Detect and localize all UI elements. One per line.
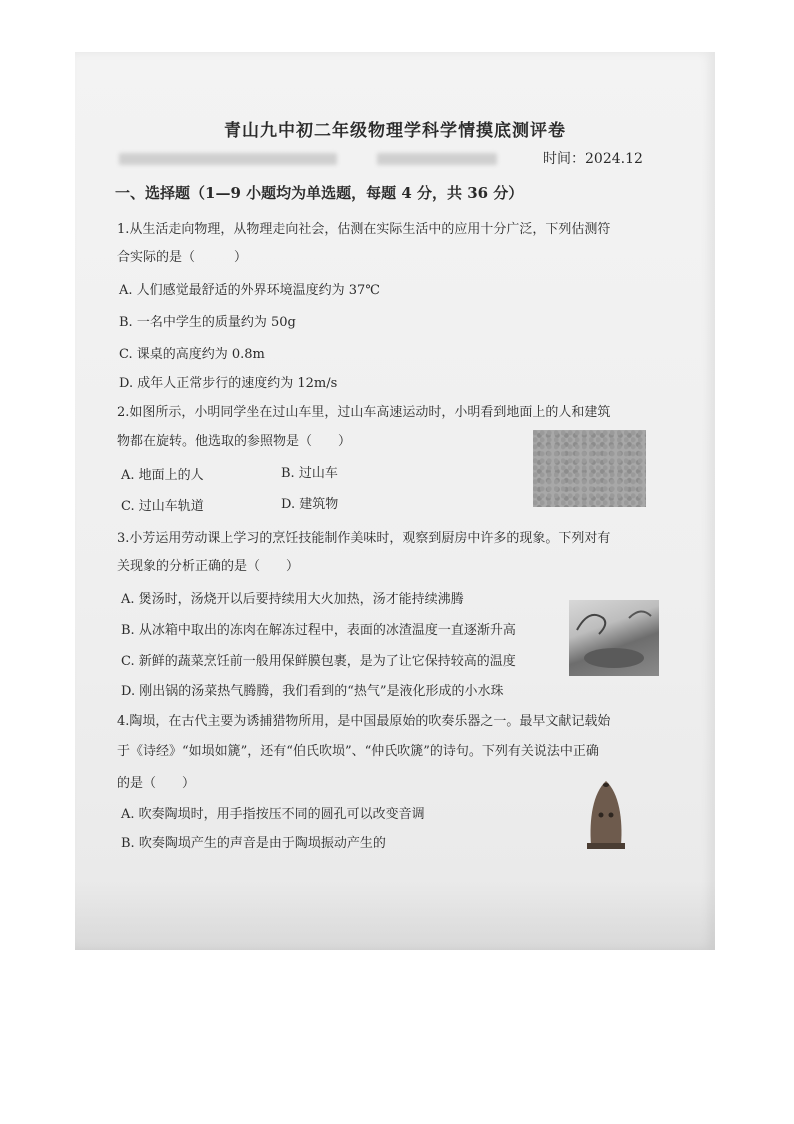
q1-option-a: A. 人们感觉最舒适的外界环境温度约为 37℃ xyxy=(119,283,380,298)
q1-stem-line1: 1.从生活走向物理，从物理走向社会，估测在实际生活中的应用十分广泛，下列估测符 xyxy=(117,222,611,237)
q2-option-a: A. 地面上的人 xyxy=(121,468,204,483)
q4-stem-line1: 4.陶埙，在古代主要为诱捕猎物所用，是中国最原始的吹奏乐器之一。最早文献记载始 xyxy=(117,714,611,729)
q1-stem-line2: 合实际的是（ ） xyxy=(117,250,248,265)
q3-option-d: D. 刚出锅的汤菜热气腾腾，我们看到的“热气”是液化形成的小水珠 xyxy=(121,684,504,699)
redacted-name-field xyxy=(119,153,337,165)
roller-coaster-image xyxy=(533,430,646,507)
q1-option-c: C. 课桌的高度约为 0.8m xyxy=(119,347,265,362)
q4-option-a: A. 吹奏陶埙时，用手指按压不同的圆孔可以改变音调 xyxy=(121,807,425,822)
q3-stem-line1: 3.小芳运用劳动课上学习的烹饪技能制作美味时，观察到厨房中许多的现象。下列对有 xyxy=(117,531,611,546)
q3-stem-line2: 关现象的分析正确的是（ ） xyxy=(117,559,300,574)
paper-shadow xyxy=(75,880,715,950)
q3-option-b: B. 从冰箱中取出的冻肉在解冻过程中，表面的冰渣温度一直逐渐升高 xyxy=(121,623,516,638)
redacted-class-field xyxy=(377,153,497,165)
exam-paper xyxy=(75,52,715,950)
xun-ocarina-image xyxy=(583,779,629,851)
q3-option-c: C. 新鲜的蔬菜烹饪前一般用保鲜膜包裹，是为了让它保持较高的温度 xyxy=(121,654,516,669)
q2-stem-line1: 2.如图所示，小明同学坐在过山车里，过山车高速运动时，小明看到地面上的人和建筑 xyxy=(117,405,611,420)
q2-option-c: C. 过山车轨道 xyxy=(121,499,204,514)
kitchen-image xyxy=(569,600,659,676)
q4-stem-line2: 于《诗经》“如埙如篪”，还有“伯氏吹埙”、“仲氏吹篪”的诗句。下列有关说法中正确 xyxy=(117,744,599,759)
exam-date: 时间：2024.12 xyxy=(543,151,643,167)
xun-ocarina-icon xyxy=(583,779,629,851)
q4-stem-line3: 的是（ ） xyxy=(117,776,196,791)
q2-option-d: D. 建筑物 xyxy=(281,497,339,512)
q1-option-b: B. 一名中学生的质量约为 50g xyxy=(119,315,296,330)
q2-stem-line2: 物都在旋转。他选取的参照物是（ ） xyxy=(117,434,352,449)
q1-option-d: D. 成年人正常步行的速度约为 12m/s xyxy=(119,376,338,391)
q3-option-a: A. 煲汤时，汤烧开以后要持续用大火加热，汤才能持续沸腾 xyxy=(121,592,464,607)
exam-title: 青山九中初二年级物理学科学情摸底测评卷 xyxy=(224,121,566,141)
section-heading: 一、选择题（1—9 小题均为单选题，每题 4 分，共 36 分） xyxy=(115,184,524,202)
q4-option-b: B. 吹奏陶埙产生的声音是由于陶埙振动产生的 xyxy=(121,836,386,851)
q2-option-b: B. 过山车 xyxy=(281,466,338,481)
kitchen-illustration xyxy=(569,600,659,676)
